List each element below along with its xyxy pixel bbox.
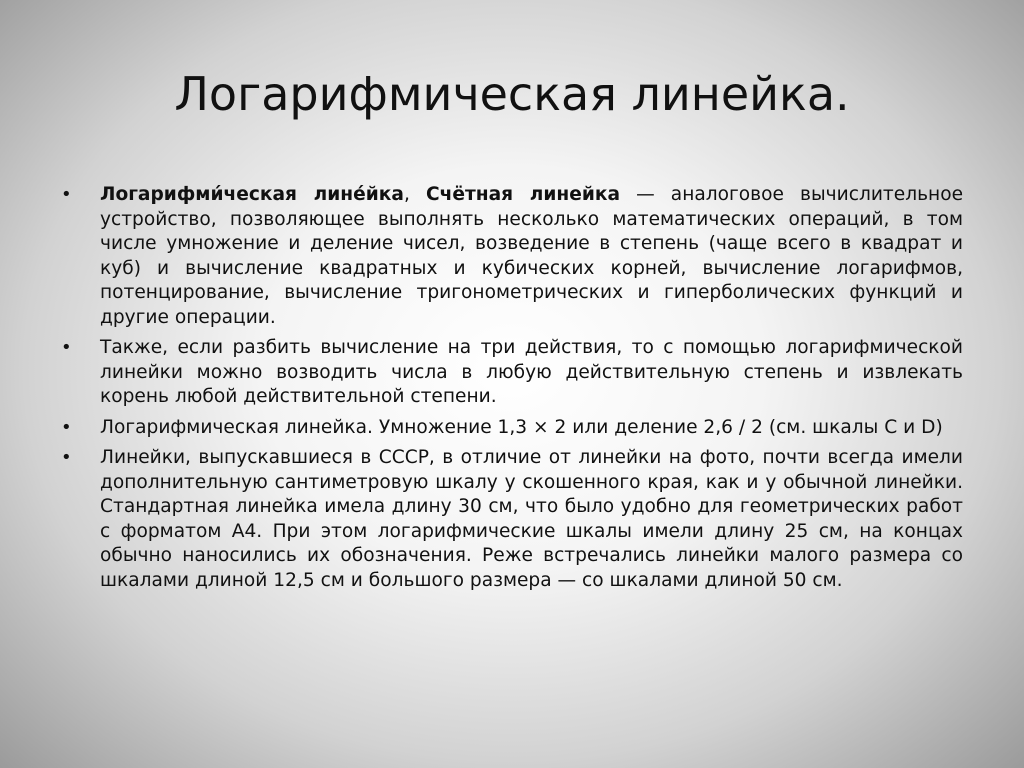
bullet-icon: •: [61, 337, 72, 358]
slide-title: Логарифмическая линейка.: [174, 67, 850, 121]
bullet-icon: •: [61, 447, 72, 468]
bullet-item: [60, 336, 963, 410]
bullet-text: Логарифмическая линейка. Умножение 1,3 × 2 или деление 2,6 / 2 (см. шкалы C и D): [100, 416, 943, 438]
bullet-text: Линейки, выпускавшиеся в СССР, в отличие от линейки на фото, почти всегда имели дополнительную сантиметровую шкалу у скошенного края, как и у обычной линейки. Стандартная линейка имела длину 30 см, что было удобно для геометрических работ с форматом А4. При этом логарифмические шкалы имели длину 25 см, на концах обычно наносились их обозначения. Реже встречались линейки малого размера со шкалами длиной 12,5 см и большого размера — со шкалами длиной 50 см.: [100, 447, 963, 591]
term-logarithmic-ruler: Логарифми́ческая лине́йка: [100, 184, 404, 205]
bullet-text: [100, 184, 963, 328]
definition-text: — аналоговое вычислительное устройство, позволяющее выполнять несколько математических операций, в том числе умножение и деление чисел, возведение в степень (чаще всего в квадрат и куб) и вычисление квадратных и кубических корней, вычисление логарифмов, потенцирование, вычисление тригонометрических и гиперболических функций и другие операции.: [100, 184, 964, 328]
bullet-icon: •: [61, 416, 72, 438]
slide-content: [60, 183, 963, 599]
term-separator: ,: [403, 184, 426, 205]
term-counting-ruler: Счётная линейка: [425, 184, 621, 205]
bullet-item: [60, 183, 963, 330]
bullet-text: Также, если разбить вычисление на три действия, то с помощью логарифмической линейки можно возводить числа в любую действительную степень и извлекать корень любой действительной степени.: [100, 337, 963, 407]
bullet-icon: •: [61, 184, 72, 205]
bullet-item: [60, 416, 963, 441]
bullet-item: [60, 446, 963, 593]
